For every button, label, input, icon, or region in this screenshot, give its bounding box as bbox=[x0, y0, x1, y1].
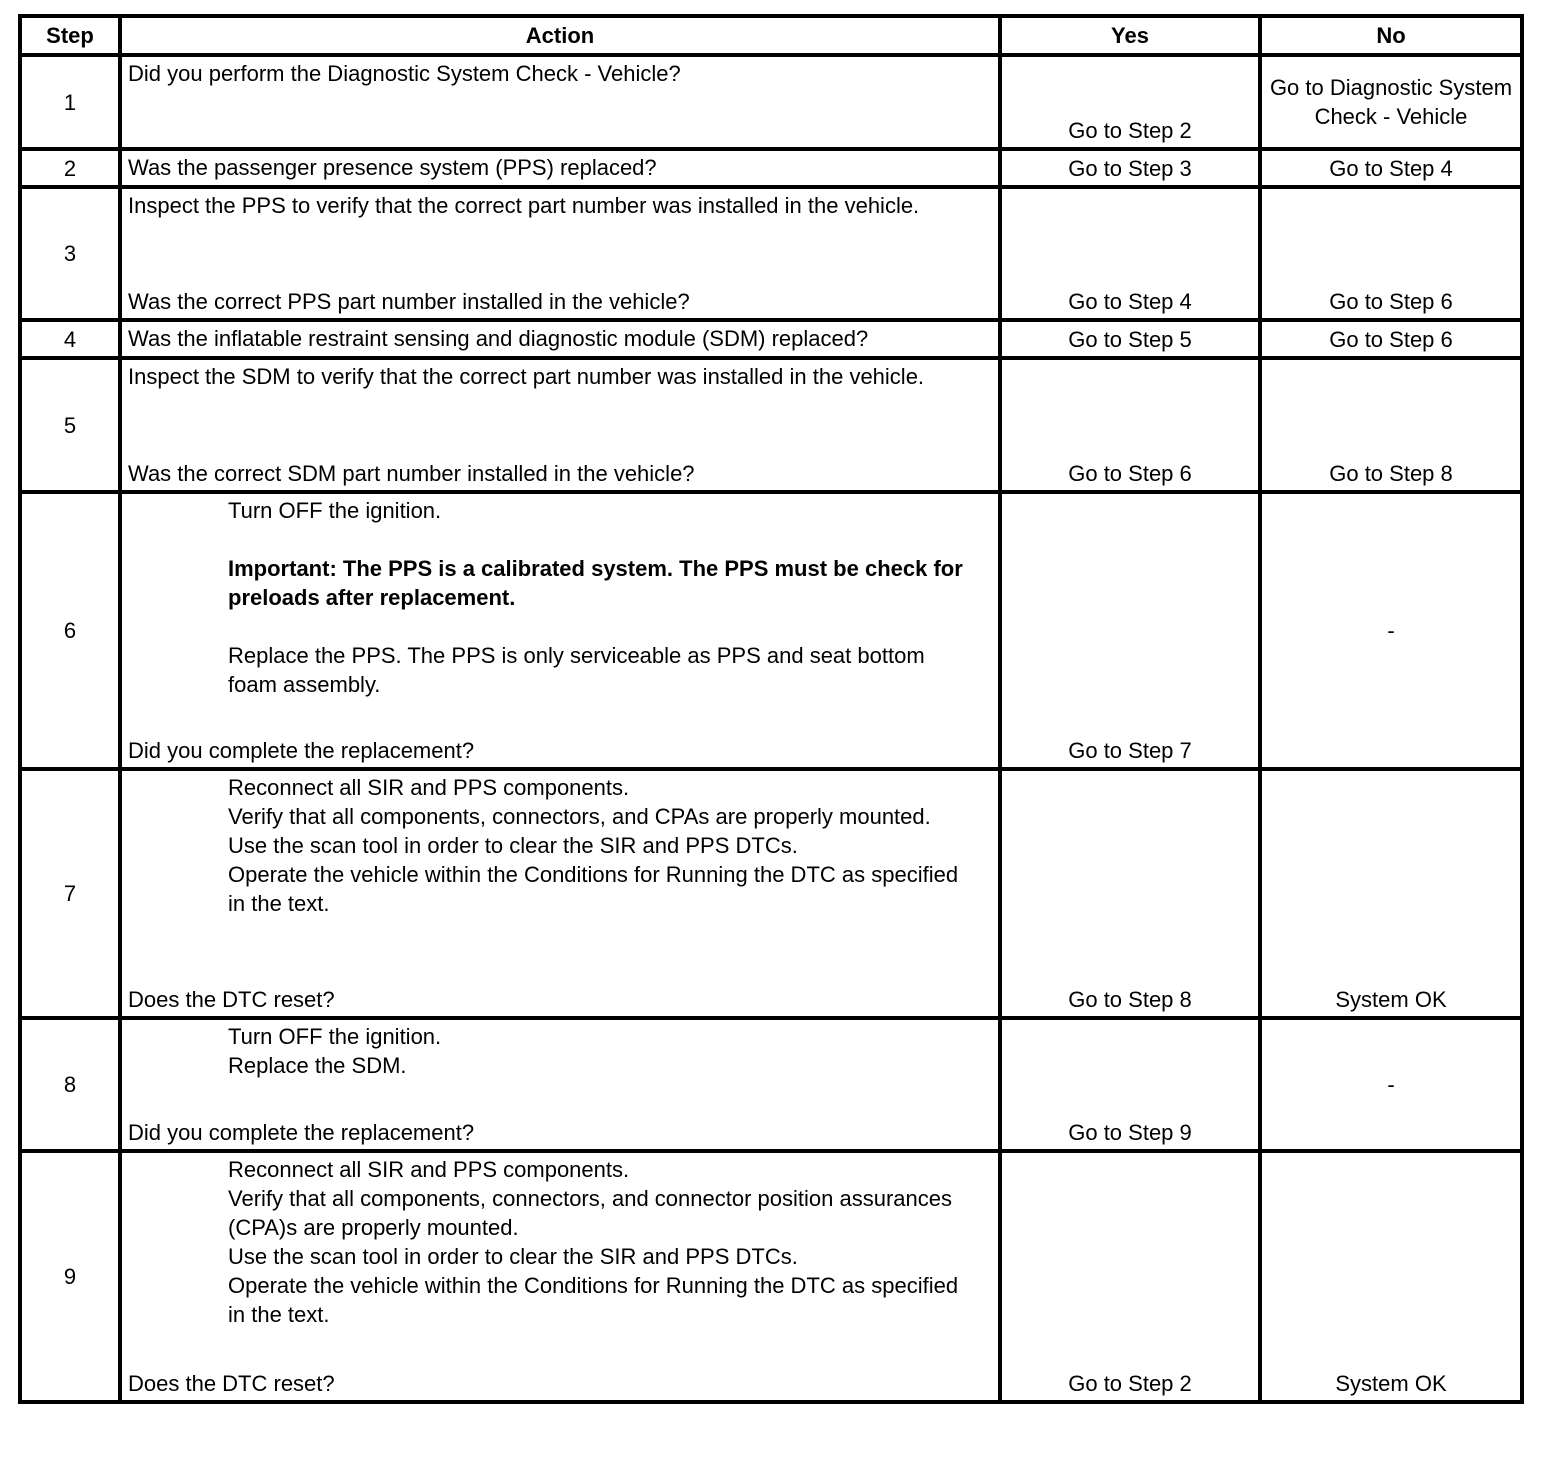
no-result: Go to Step 6 bbox=[1260, 187, 1522, 320]
table-row bbox=[20, 320, 1522, 358]
instruction-line: Was the passenger presence system (PPS) replaced? bbox=[128, 155, 657, 180]
action-cell bbox=[120, 320, 1000, 358]
instruction-line: Use the scan tool in order to clear the SIR and PPS DTCs. bbox=[228, 833, 798, 858]
table-row bbox=[20, 187, 1522, 320]
instruction-group bbox=[228, 496, 978, 525]
instruction-line: Replace the SDM. bbox=[228, 1053, 407, 1078]
no-result: Go to Diagnostic System Check - Vehicle bbox=[1260, 55, 1522, 149]
instruction-line: Did you perform the Diagnostic System Check - Vehicle? bbox=[128, 61, 681, 86]
step-number: 7 bbox=[20, 769, 120, 1018]
action-content bbox=[128, 1022, 978, 1147]
yes-result: Go to Step 5 bbox=[1000, 320, 1260, 358]
action-question: Did you complete the replacement? bbox=[128, 738, 475, 763]
table-row bbox=[20, 1151, 1522, 1402]
instruction-group bbox=[128, 153, 978, 182]
yes-result: Go to Step 4 bbox=[1000, 187, 1260, 320]
action-content bbox=[128, 496, 978, 765]
instruction-group bbox=[128, 191, 978, 220]
table-row bbox=[20, 149, 1522, 187]
action-instructions bbox=[128, 59, 978, 88]
action-cell bbox=[120, 358, 1000, 492]
action-content bbox=[128, 153, 978, 183]
instruction-group bbox=[128, 59, 978, 88]
action-instructions bbox=[128, 496, 978, 699]
yes-result: Go to Step 7 bbox=[1000, 492, 1260, 769]
step-number: 9 bbox=[20, 1151, 120, 1402]
important-note bbox=[228, 554, 978, 612]
yes-result: Go to Step 9 bbox=[1000, 1018, 1260, 1151]
no-result: - bbox=[1260, 1018, 1522, 1151]
yes-result: Go to Step 3 bbox=[1000, 149, 1260, 187]
no-result: System OK bbox=[1260, 769, 1522, 1018]
instruction-line: Important: The PPS is a calibrated system. The PPS must be check for preloads after replacement. bbox=[228, 556, 963, 610]
action-question: Was the correct PPS part number installed in the vehicle? bbox=[128, 289, 690, 314]
no-result: System OK bbox=[1260, 1151, 1522, 1402]
action-cell bbox=[120, 492, 1000, 769]
action-content bbox=[128, 773, 978, 1014]
action-content bbox=[128, 1155, 978, 1398]
action-instructions bbox=[128, 153, 978, 182]
instruction-line: Turn OFF the ignition. bbox=[228, 1024, 442, 1049]
action-content bbox=[128, 191, 978, 316]
action-question: Was the correct SDM part number installed in the vehicle? bbox=[128, 461, 695, 486]
instruction-line: Inspect the PPS to verify that the correct part number was installed in the vehicle. bbox=[128, 193, 920, 218]
header-step: Step bbox=[20, 16, 120, 55]
no-result: Go to Step 8 bbox=[1260, 358, 1522, 492]
instruction-group bbox=[128, 362, 978, 391]
action-question: Did you complete the replacement? bbox=[128, 1120, 475, 1145]
no-result: Go to Step 4 bbox=[1260, 149, 1522, 187]
action-content bbox=[128, 59, 978, 145]
diagnostic-table bbox=[18, 14, 1524, 1404]
action-cell bbox=[120, 1018, 1000, 1151]
step-number: 4 bbox=[20, 320, 120, 358]
instruction-line: Inspect the SDM to verify that the correct part number was installed in the vehicle. bbox=[128, 364, 925, 389]
step-number: 3 bbox=[20, 187, 120, 320]
table-row bbox=[20, 492, 1522, 769]
yes-result: Go to Step 8 bbox=[1000, 769, 1260, 1018]
instruction-group bbox=[228, 1155, 978, 1329]
instruction-line: Operate the vehicle within the Conditions for Running the DTC as specified in the text. bbox=[228, 862, 959, 916]
instruction-line: Was the inflatable restraint sensing and diagnostic module (SDM) replaced? bbox=[128, 326, 869, 351]
action-content bbox=[128, 324, 978, 354]
action-cell bbox=[120, 769, 1000, 1018]
instruction-group bbox=[128, 324, 978, 353]
step-number: 1 bbox=[20, 55, 120, 149]
header-row bbox=[20, 16, 1522, 55]
no-result: - bbox=[1260, 492, 1522, 769]
instruction-line: Verify that all components, connectors, and CPAs are properly mounted. bbox=[228, 804, 931, 829]
step-number: 8 bbox=[20, 1018, 120, 1151]
instruction-line: Turn OFF the ignition. bbox=[228, 498, 442, 523]
instruction-line: Use the scan tool in order to clear the SIR and PPS DTCs. bbox=[228, 1244, 798, 1269]
action-instructions bbox=[128, 1022, 978, 1080]
header-no: No bbox=[1260, 16, 1522, 55]
instruction-group bbox=[228, 641, 978, 699]
action-question: Does the DTC reset? bbox=[128, 1371, 335, 1396]
action-cell bbox=[120, 149, 1000, 187]
instruction-line: Reconnect all SIR and PPS components. bbox=[228, 1157, 630, 1182]
instruction-line: Verify that all components, connectors, and connector position assurances (CPA)s are properly mounted. bbox=[228, 1186, 952, 1240]
action-instructions bbox=[128, 773, 978, 918]
action-question: Does the DTC reset? bbox=[128, 987, 335, 1012]
header-yes: Yes bbox=[1000, 16, 1260, 55]
action-cell bbox=[120, 187, 1000, 320]
action-content bbox=[128, 362, 978, 488]
table-row bbox=[20, 1018, 1522, 1151]
action-cell bbox=[120, 55, 1000, 149]
table-row bbox=[20, 55, 1522, 149]
yes-result: Go to Step 2 bbox=[1000, 1151, 1260, 1402]
step-number: 5 bbox=[20, 358, 120, 492]
table-row bbox=[20, 358, 1522, 492]
action-instructions bbox=[128, 362, 978, 391]
instruction-line: Replace the PPS. The PPS is only serviceable as PPS and seat bottom foam assembly. bbox=[228, 643, 925, 697]
instruction-group bbox=[228, 1022, 978, 1080]
action-instructions bbox=[128, 324, 978, 353]
instruction-group bbox=[228, 773, 978, 918]
instruction-line: Reconnect all SIR and PPS components. bbox=[228, 775, 630, 800]
action-instructions bbox=[128, 1155, 978, 1329]
yes-result: Go to Step 2 bbox=[1000, 55, 1260, 149]
no-result: Go to Step 6 bbox=[1260, 320, 1522, 358]
action-cell bbox=[120, 1151, 1000, 1402]
header-action: Action bbox=[120, 16, 1000, 55]
step-number: 6 bbox=[20, 492, 120, 769]
table-row bbox=[20, 769, 1522, 1018]
yes-result: Go to Step 6 bbox=[1000, 358, 1260, 492]
step-number: 2 bbox=[20, 149, 120, 187]
instruction-line: Operate the vehicle within the Conditions for Running the DTC as specified in the text. bbox=[228, 1273, 959, 1327]
action-instructions bbox=[128, 191, 978, 220]
